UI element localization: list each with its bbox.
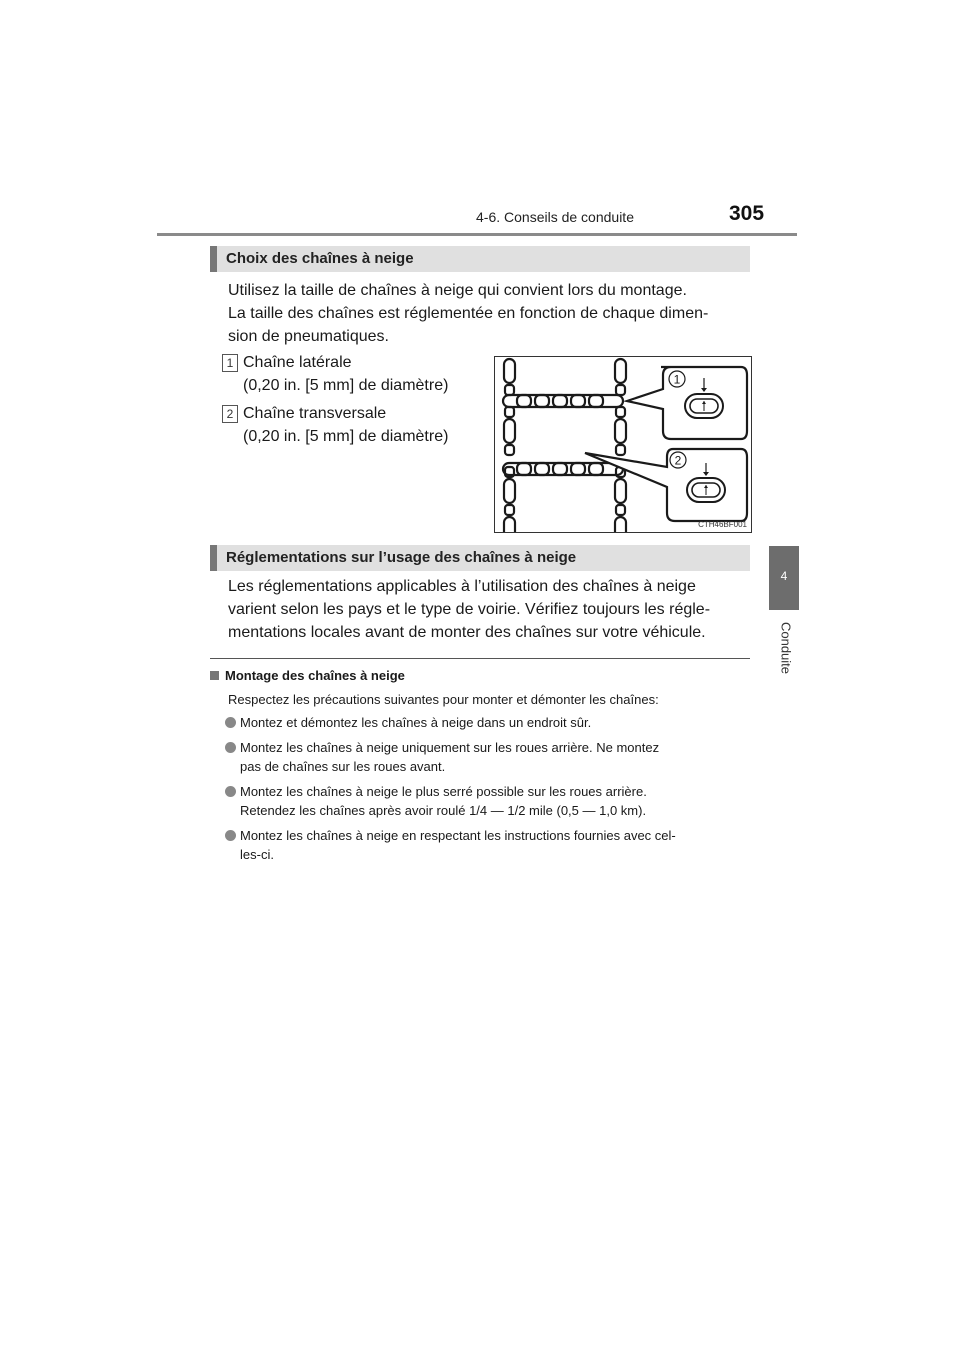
bullet-line: pas de chaînes sur les roues avant. (240, 759, 446, 774)
chains-choice-intro (228, 279, 748, 348)
legend-item-title: Chaîne transversale (243, 405, 387, 422)
bullet-line: Montez les chaînes à neige le plus serré possible sur les roues arrière. (240, 784, 647, 799)
legend-item-title: Chaîne latérale (243, 354, 352, 371)
regulations-line: varient selon les pays et le type de voirie. Vérifiez toujours les régle- (228, 601, 711, 618)
notes-heading (210, 668, 405, 683)
list-item (225, 782, 750, 820)
chapter-label: Conduite (778, 621, 794, 675)
notes-heading-text: Montage des chaînes à neige (225, 668, 405, 683)
header-rule (157, 233, 797, 236)
bullet-line: Retendez les chaînes après avoir roulé 1/4 — 1/2 mile (0,5 — 1,0 km). (240, 803, 647, 818)
legend-item-cross-chain (243, 402, 448, 448)
intro-line: La taille des chaînes est réglementée en fonction de chaque dimen- (228, 305, 709, 322)
item-number-1: 1 (222, 354, 238, 372)
bullet-line: Montez les chaînes à neige en respectant les instructions fournies avec cel- (240, 828, 676, 843)
intro-line: Utilisez la taille de chaînes à neige qui convient lors du montage. (228, 282, 687, 299)
bullet-dot-icon (225, 742, 236, 753)
legend-item-side-chain (243, 351, 448, 397)
bullet-line: Montez les chaînes à neige uniquement sur les roues arrière. Ne montez (240, 740, 660, 755)
legend-item-detail: (0,20 in. [5 mm] de diamètre) (243, 377, 449, 394)
bullet-line: Montez et démontez les chaînes à neige dans un endroit sûr. (240, 715, 592, 730)
list-item (225, 826, 750, 864)
regulations-paragraph (228, 575, 748, 644)
intro-line: sion de pneumatiques. (228, 328, 389, 345)
legend-item-detail: (0,20 in. [5 mm] de diamètre) (243, 428, 449, 445)
bullet-dot-icon (225, 830, 236, 841)
item-number-2: 2 (222, 405, 238, 423)
callout-number-2: 2 (674, 453, 682, 468)
chain-drawing (495, 357, 751, 532)
figure-code: CTH46BF001 (698, 520, 747, 529)
notes-divider (210, 658, 750, 659)
bullet-line: les-ci. (240, 847, 274, 862)
callout-number-1: 1 (673, 372, 681, 387)
chapter-tab (769, 546, 799, 610)
bullet-dot-icon (225, 717, 236, 728)
list-item (225, 713, 750, 732)
chapter-number: 4 (780, 569, 788, 583)
list-item (225, 738, 750, 776)
section-heading-chains-regulations: Réglementations sur l’usage des chaînes à neige (210, 545, 750, 571)
regulations-line: Les réglementations applicables à l’utilisation des chaînes à neige (228, 578, 696, 595)
square-bullet-icon (210, 671, 219, 680)
page-number: 305 (729, 202, 765, 225)
section-heading-chains-choice: Choix des chaînes à neige (210, 246, 750, 272)
bullet-dot-icon (225, 786, 236, 797)
regulations-line: mentations locales avant de monter des chaînes sur votre véhicule. (228, 624, 706, 641)
header-section-title: 4-6. Conseils de conduite (476, 209, 634, 225)
notes-intro: Respectez les précautions suivantes pour monter et démonter les chaînes: (228, 692, 659, 707)
snow-chain-illustration (494, 356, 752, 533)
